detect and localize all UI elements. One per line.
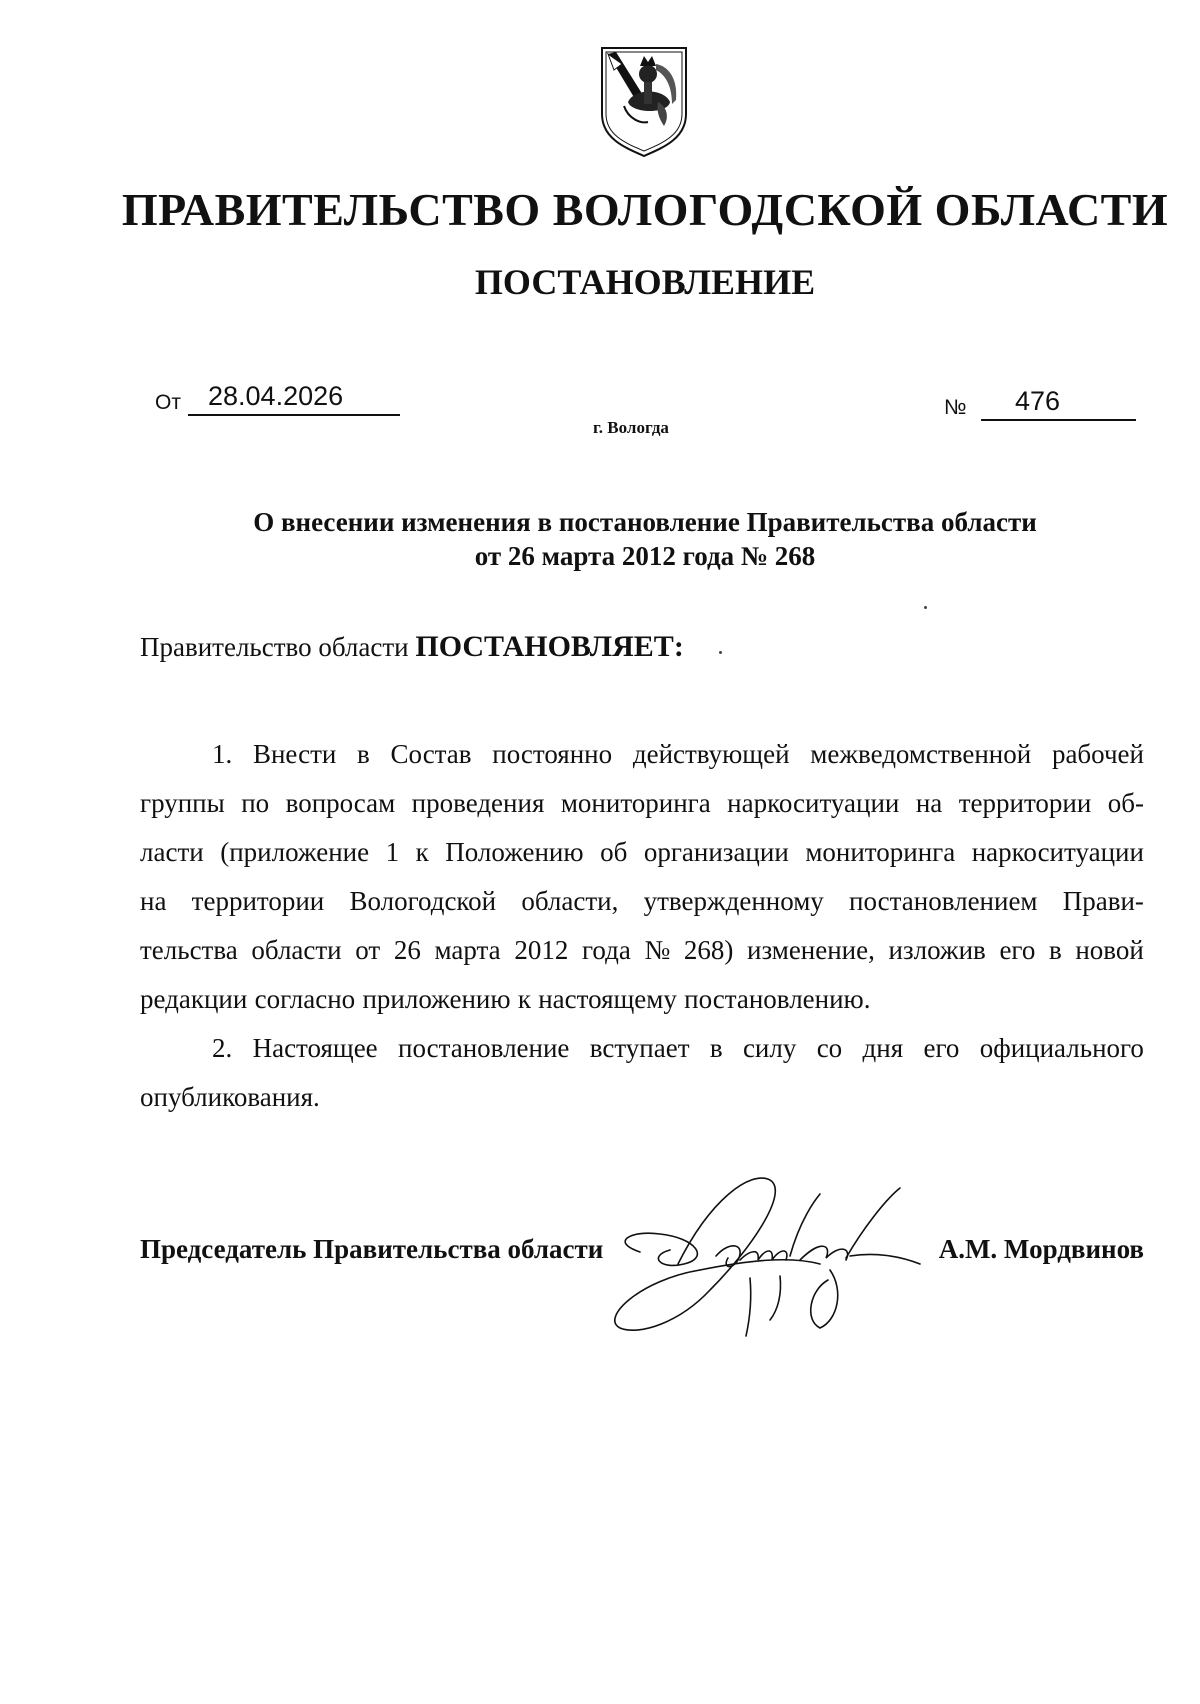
body-word: настоящему [538, 984, 677, 1014]
body-word: к [415, 837, 429, 867]
body-word: на [140, 886, 167, 916]
body-word: 1. [212, 739, 233, 769]
subject-line-1: О внесении изменения в постановление Правительства области [253, 507, 1037, 537]
body-word: приложению [362, 984, 511, 1014]
government-title: ПРАВИТЕЛЬСТВО ВОЛОГОДСКОЙ ОБЛАСТИ [121, 184, 1169, 235]
body-word: изменение, [747, 935, 875, 965]
body-word: от [355, 935, 381, 965]
body-word: тельства [140, 935, 238, 965]
body-word: вопросам [285, 788, 396, 818]
body-word: опубликования. [140, 1082, 320, 1112]
body-word: 268) [683, 935, 734, 965]
body-word: межведомственной [810, 739, 1032, 769]
subject-line-2: от 26 марта 2012 года № 268 [474, 541, 816, 571]
body-word: 2. [212, 1033, 233, 1063]
body-line [140, 877, 1144, 926]
body-word: ласти [140, 837, 204, 867]
body-word: мониторинга [805, 837, 956, 867]
body-line [140, 1024, 1144, 1073]
body-word: в [709, 1033, 723, 1063]
body-word: марта [434, 935, 501, 965]
body-word: рабочей [1051, 739, 1144, 769]
body-word: в [1048, 935, 1062, 965]
body-word: силу [742, 1033, 797, 1063]
body-word: к [517, 984, 531, 1014]
body-word: постановление [398, 1033, 570, 1063]
handwritten-signature-icon [600, 1160, 960, 1360]
scan-speck [719, 651, 722, 654]
preamble-text: Правительство области [140, 632, 409, 662]
body-line [140, 975, 1144, 1024]
body-line [140, 779, 1144, 828]
body-word: редакции [140, 984, 248, 1014]
body-word: 1 [385, 837, 400, 867]
body-word: территории [958, 788, 1092, 818]
body-line [140, 828, 1144, 877]
body-word: 26 [393, 935, 421, 965]
body-word: области, [521, 886, 619, 916]
body-word: дня [862, 1033, 904, 1063]
body-word: его [923, 1033, 960, 1063]
body-word: № [644, 935, 671, 965]
vologda-oblast-coat-of-arms-icon [598, 44, 690, 158]
body-word: группы [140, 788, 225, 818]
body-word: его [999, 935, 1036, 965]
document-type: ПОСТАНОВЛЕНИЕ [474, 262, 816, 302]
body-word: на [915, 788, 943, 818]
body-word: официального [979, 1033, 1144, 1063]
body-word: новой [1075, 935, 1144, 965]
body-word: в [357, 739, 370, 769]
document-number: 476 [981, 386, 1136, 421]
body-word: постановлением [849, 886, 1038, 916]
body-word: организации [643, 837, 789, 867]
body-word: Положению [445, 837, 584, 867]
body-word: территории [191, 886, 325, 916]
body-word: 2012 [514, 935, 569, 965]
body-word: изложив [888, 935, 986, 965]
body-word: Вологодской [349, 886, 497, 916]
signatory-position: Председатель Правительства области [140, 1234, 604, 1264]
body-line [140, 730, 1144, 779]
body-word: об [600, 837, 628, 867]
number-prefix: № [944, 396, 967, 419]
body-word: об- [1107, 788, 1144, 818]
body-line [140, 926, 1144, 975]
scan-speck [924, 606, 927, 609]
body-word: Внести [252, 739, 337, 769]
body-word: мониторинга [560, 788, 711, 818]
body-line [140, 1073, 1144, 1122]
body-word: вступает [589, 1033, 690, 1063]
date-prefix: От [155, 391, 181, 414]
preamble-resolves: ПОСТАНОВЛЯЕТ: [415, 630, 684, 663]
body-word: со [816, 1033, 843, 1063]
body-word: наркоситуации [971, 837, 1144, 867]
body-word: действующей [632, 739, 790, 769]
document-date: 28.04.2026 [188, 381, 400, 416]
body-word: согласно [254, 984, 356, 1014]
body-word: наркоситуации [727, 788, 900, 818]
body-word: области [251, 935, 342, 965]
body-word: по [241, 788, 270, 818]
city-label: г. Вологда [593, 418, 669, 437]
body-word: проведения [411, 788, 545, 818]
body-word: Состав [390, 739, 472, 769]
body-word: Прави- [1062, 886, 1144, 916]
body-word: постановлению. [684, 984, 871, 1014]
preamble [140, 630, 684, 664]
body-word: (приложение [220, 837, 370, 867]
body-word: года [581, 935, 631, 965]
document-body [140, 730, 1144, 1122]
body-word: постоянно [492, 739, 613, 769]
document-subject [100, 505, 1190, 573]
signatory-name: А.М. Мордвинов [938, 1234, 1144, 1264]
body-word: Настоящее [252, 1033, 378, 1063]
body-word: утвержденному [643, 886, 824, 916]
